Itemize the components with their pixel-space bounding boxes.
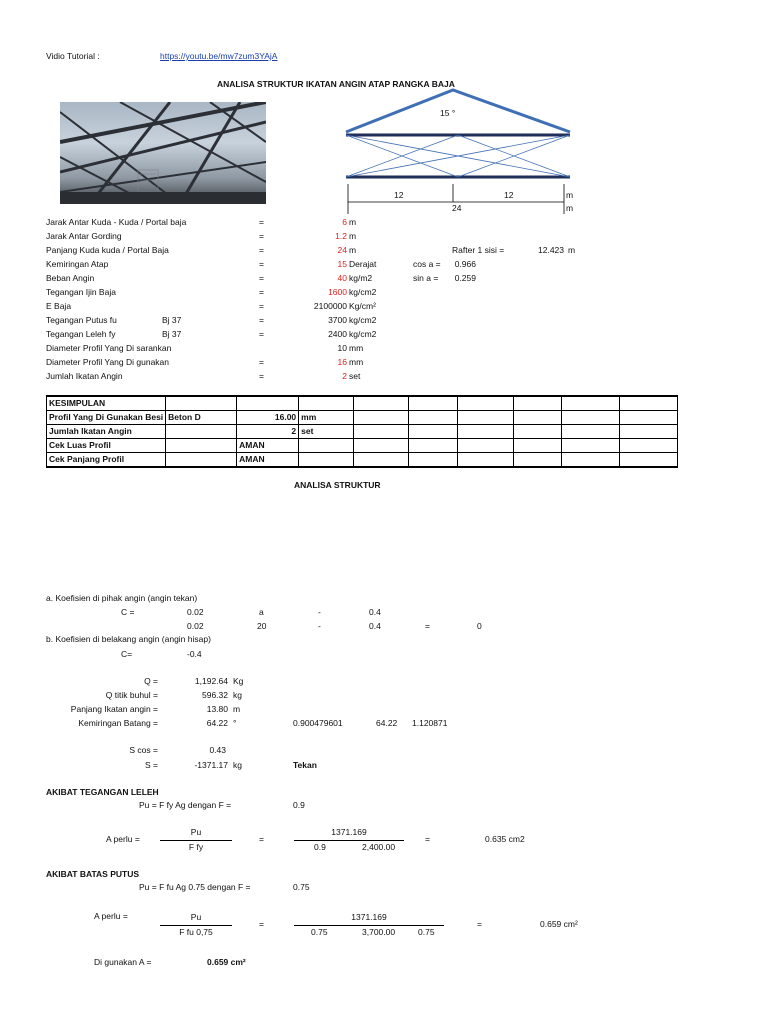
putus-f: 0.75 <box>293 882 310 892</box>
row-cell: set <box>299 425 354 439</box>
fraction-line <box>160 925 232 926</box>
fraction-line <box>160 840 232 841</box>
leleh-d1: 0.9 <box>314 842 326 852</box>
coef-a-v1: 0.02 <box>187 607 204 617</box>
q-unit: Kg <box>233 676 244 686</box>
param-label: Beban Angin <box>46 273 95 283</box>
putus-title: AKIBAT BATAS PUTUS <box>46 869 140 879</box>
param-grade: Bj 37 <box>162 329 182 339</box>
coef-a2-dash: - <box>318 621 321 631</box>
coef-a-c: C = <box>121 607 135 617</box>
s-label: S = <box>145 760 158 770</box>
coef-a-label: a. Koefisien di pihak angin (angin tekan) <box>46 593 198 603</box>
param-unit: kg/cm2 <box>349 329 377 339</box>
param-label: Jarak Antar Gording <box>46 231 122 241</box>
s-cos-label: S cos = <box>129 745 158 755</box>
s-note: Tekan <box>293 760 317 770</box>
row-cell <box>166 425 237 439</box>
kemiringan-label: Kemiringan Batang = <box>78 718 158 728</box>
kemiringan-value: 64.22 <box>206 718 228 728</box>
coef-a2-v2: 20 <box>257 621 267 631</box>
leleh-denominator: F fy <box>188 842 204 852</box>
param-eq: = <box>259 371 264 381</box>
param-eq: = <box>259 329 264 339</box>
digunakan-label: Di gunakan A = <box>94 957 152 967</box>
param-unit: kg/cm2 <box>349 315 377 325</box>
row-label: Cek Panjang Profil <box>47 453 166 468</box>
row-cell <box>166 439 237 453</box>
putus-d2: 3,700.00 <box>362 927 396 937</box>
leleh-eq: = <box>259 834 264 844</box>
putus-num2: 1371.169 <box>351 912 387 922</box>
param-unit: m <box>349 231 357 241</box>
table-row <box>47 453 678 468</box>
param-label: Diameter Profil Yang Di gunakan <box>46 357 170 367</box>
leleh-aperlu-label: A perlu = <box>106 834 140 844</box>
kemiringan-unit: ° <box>233 718 237 728</box>
param-unit: m <box>349 245 357 255</box>
param-eq: = <box>259 301 264 311</box>
param-unit: Derajat <box>349 259 377 269</box>
table-row <box>47 425 678 439</box>
row-cell: AMAN <box>237 453 299 468</box>
table-row <box>47 439 678 453</box>
fraction-line <box>294 925 444 926</box>
rafter-unit: m <box>568 245 576 255</box>
param-value: 40 <box>337 273 347 283</box>
coef-b-value: -0.4 <box>187 649 202 659</box>
digunakan-value: 0.659 cm² <box>207 957 246 967</box>
coef-b-c: C= <box>121 649 133 659</box>
angle-label: 15 ° <box>440 108 456 118</box>
kesimpulan-title: KESIMPULAN <box>47 396 166 411</box>
putus-result: 0.659 cm² <box>540 919 578 929</box>
param-unit: mm <box>349 343 364 353</box>
param-eq: = <box>259 245 264 255</box>
leleh-result: 0.635 cm2 <box>485 834 525 844</box>
param-value: 3700 <box>328 315 347 325</box>
video-link[interactable]: https://youtu.be/mw7zum3YAjA <box>160 51 278 61</box>
param-value: 6 <box>342 217 347 227</box>
param-value: 16 <box>337 357 347 367</box>
row-cell <box>166 453 237 468</box>
param-label: Kemiringan Atap <box>46 259 109 269</box>
param-label: Tegangan Ijin Baja <box>46 287 116 297</box>
putus-denominator: F fu 0,75 <box>179 927 213 937</box>
row-cell <box>299 453 354 468</box>
param-label: Jumlah Ikatan Angin <box>46 371 123 381</box>
param-grade: Bj 37 <box>162 315 182 325</box>
row-cell: mm <box>299 411 354 425</box>
param-unit: m <box>349 217 357 227</box>
leleh-f: 0.9 <box>293 800 305 810</box>
q-label: Q = <box>144 676 158 686</box>
span-1-label: 12 <box>394 190 404 200</box>
cos-value: 0.966 <box>454 259 476 269</box>
leleh-eq2: = <box>425 834 430 844</box>
param-label: Tegangan Putus fu <box>46 315 117 325</box>
leleh-title: AKIBAT TEGANGAN LELEH <box>46 787 159 797</box>
param-label: Tegangan Leleh fy <box>46 329 116 339</box>
total-span-label: 24 <box>452 203 462 213</box>
param-unit: kg/m2 <box>349 273 373 283</box>
kesimpulan-table <box>46 395 678 468</box>
roof-photo <box>60 102 266 204</box>
coef-a-v2: a <box>259 607 264 617</box>
param-eq: = <box>259 259 264 269</box>
putus-formula: Pu = F fu Ag 0.75 dengan F = <box>139 882 251 892</box>
analysis-title: ANALISA STRUKTUR <box>294 480 381 490</box>
param-eq: = <box>259 315 264 325</box>
row-label: Jumlah Ikatan Angin <box>47 425 166 439</box>
putus-d3: 0.75 <box>418 927 435 937</box>
sin-label: sin a = <box>413 273 439 283</box>
param-label: Diameter Profil Yang Di sarankan <box>46 343 172 353</box>
truss-diagram <box>340 86 580 216</box>
param-value: 24 <box>337 245 347 255</box>
param-unit: Kg/cm² <box>349 301 376 311</box>
table-row <box>47 396 678 411</box>
row-cell: Beton D <box>166 411 237 425</box>
q-titik-value: 596.32 <box>202 690 228 700</box>
s-cos-value: 0.43 <box>209 745 226 755</box>
param-value: 2400 <box>328 329 347 339</box>
param-eq: = <box>259 357 264 367</box>
param-unit: mm <box>349 357 364 367</box>
param-value: 2100000 <box>313 301 347 311</box>
putus-d1: 0.75 <box>311 927 328 937</box>
q-titik-unit: kg <box>233 690 242 700</box>
rafter-label: Rafter 1 sisi = <box>452 245 505 255</box>
q-value: 1,192.64 <box>194 676 228 686</box>
panjang-unit: m <box>233 704 241 714</box>
row-label: Cek Luas Profil <box>47 439 166 453</box>
s-unit: kg <box>233 760 242 770</box>
roof-photo-structure <box>60 102 266 204</box>
coef-a2-eq: = <box>425 621 430 631</box>
total-span-unit: m <box>566 203 574 213</box>
coef-a-v3: 0.4 <box>369 607 381 617</box>
row-label: Profil Yang Di Gunakan Besi <box>47 411 166 425</box>
param-label: Jarak Antar Kuda - Kuda / Portal baja <box>46 217 187 227</box>
param-value: 1.2 <box>335 231 347 241</box>
sin-value: 0.259 <box>454 273 476 283</box>
coef-a2-result: 0 <box>477 621 482 631</box>
panjang-value: 13.80 <box>206 704 228 714</box>
leleh-d2: 2,400.00 <box>362 842 396 852</box>
putus-aperlu-label: A perlu = <box>94 911 128 921</box>
coef-a2-v1: 0.02 <box>187 621 204 631</box>
leleh-formula: Pu = F fy Ag dengan F = <box>139 800 232 810</box>
panjang-label: Panjang Ikatan angin = <box>70 704 158 714</box>
coef-a-dash: - <box>318 607 321 617</box>
param-eq: = <box>259 287 264 297</box>
param-value: 2 <box>342 371 347 381</box>
putus-eq2: = <box>477 919 482 929</box>
param-value: 15 <box>337 259 347 269</box>
span-2-label: 12 <box>504 190 514 200</box>
param-label: E Baja <box>46 301 72 311</box>
param-eq: = <box>259 273 264 283</box>
row-cell <box>299 439 354 453</box>
cos-label: cos a = <box>413 259 441 269</box>
param-value: 10 <box>337 343 347 353</box>
span-unit: m <box>566 190 574 200</box>
kemiringan-x3: 1.120871 <box>412 718 448 728</box>
param-unit: set <box>349 371 361 381</box>
video-label: Vidio Tutorial : <box>46 51 100 61</box>
kemiringan-x1: 0.900479601 <box>293 718 343 728</box>
leleh-numerator: Pu <box>190 827 202 837</box>
rafter-value: 12.423 <box>538 245 564 255</box>
coef-b-label: b. Koefisien di belakang angin (angin hisap) <box>46 634 211 644</box>
table-row <box>47 411 678 425</box>
putus-eq: = <box>259 919 264 929</box>
param-label: Panjang Kuda kuda / Portal Baja <box>46 245 169 255</box>
row-cell: 16.00 <box>237 411 299 425</box>
q-titik-label: Q titik buhul = <box>105 690 158 700</box>
leleh-num2: 1371.169 <box>331 827 367 837</box>
coef-a2-v3: 0.4 <box>369 621 381 631</box>
param-eq: = <box>259 217 264 227</box>
param-value: 1600 <box>328 287 347 297</box>
row-cell: AMAN <box>237 439 299 453</box>
param-eq: = <box>259 231 264 241</box>
kemiringan-x2: 64.22 <box>376 718 398 728</box>
putus-numerator: Pu <box>190 912 202 922</box>
page-title: ANALISA STRUKTUR IKATAN ANGIN ATAP RANGKA BAJA <box>217 79 455 89</box>
param-unit: kg/cm2 <box>349 287 377 297</box>
s-value: -1371.17 <box>194 760 228 770</box>
row-cell: 2 <box>237 425 299 439</box>
fraction-line <box>294 840 404 841</box>
